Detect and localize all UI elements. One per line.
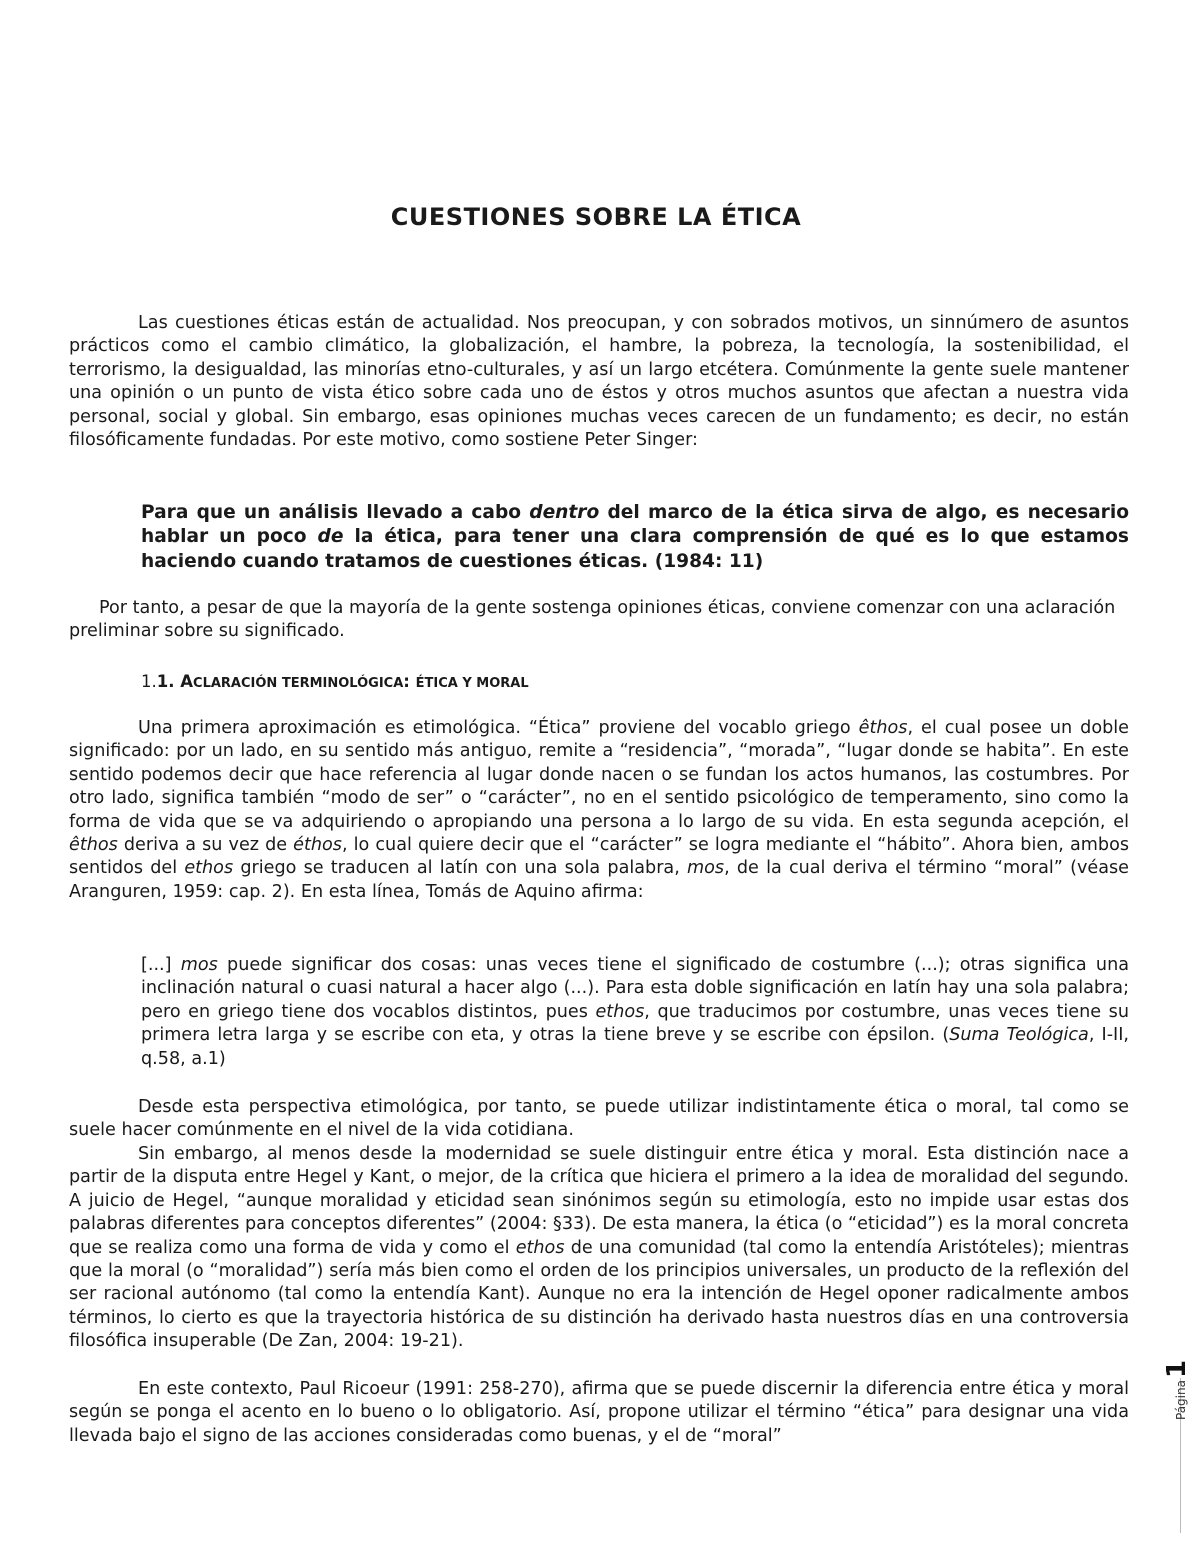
page-number-footer [1162,1330,1200,1420]
singer-quote-part: la ética, para tener una clara comprensión de qué es lo que estamos haciendo cuando tratamos de cuestiones éticas. (1984: 11) [141,526,1129,572]
aquino-quote-italic: ethos [595,1001,645,1022]
intro-paragraph [69,312,1129,452]
aquino-quote-part: , que traducimos por costumbre, unas veces tiene su primera letra larga y se escribe con eta, y otras la tiene breve y se escribe con épsilon. ( [141,1001,1129,1046]
body-text: de una comunidad (tal como la entendía Aristóteles); mientras que la moral (o “moralidad”) sería más bien como el orden de los principios universales, un producto de la reflexión del ser racional autónomo (tal como la entendía Kant). Aunque no era la intención de Hegel oponer radicalmente ambos términos, lo cierto es que la trayectoria histórica de su distinción ha derivado hasta nuestros días en una controversia filosófica insuperable (De Zan, 2004: 19-21). [69,1237,1129,1352]
section-heading-initial: A [180,672,194,691]
section-heading-text: TICA Y MORAL [424,676,529,691]
etymology-text: , lo cual quiere decir que el “carácter” se logra mediante el “hábito”. Ahora bien, ambos sentidos del [69,835,1129,879]
singer-quote [141,501,1129,574]
etymology-italic: êthos [858,718,908,738]
body-text: Desde esta perspectiva etimológica, por tanto, se puede utilizar indistintamente ética o moral, tal como se suele hacer comúnmente en el nivel de la vida cotidiana. [69,1097,1129,1141]
page-label: Página [1174,1380,1188,1420]
etymology-italic: éthos [293,835,342,856]
etymology-italic: mos [687,858,725,879]
aquino-quote-part: puede significar dos cosas: unas veces tiene el significado de costumbre (...); otras significa una inclinación natural o cuasi natural a hacer algo (...). Para esta doble significación en latín hay una sola palabra; pero en griego tiene dos vocablos distintos, pues [141,955,1129,1022]
transition-text: Por tanto, a pesar de que la mayoría de la gente sostenga opiniones éticas, conviene comenzar con una aclaración preliminar sobre su significado. [69,598,1116,642]
aquino-quote [141,954,1129,1071]
page-title: CUESTIONES SOBRE LA ÉTICA [390,203,802,231]
singer-quote-part: Para que un análisis llevado a cabo [141,502,530,523]
etymology-text: Una primera aproximación es etimológica. “Ética” proviene del vocablo griego [138,718,859,738]
page-number: 1 [1162,1359,1192,1379]
body-italic: ethos [515,1237,565,1258]
section-number: 1. [156,672,175,691]
section-heading-text: CLARACIÓN TERMINOLÓGICA [193,676,404,691]
etymology-italic: êthos [69,835,118,856]
body-paragraph-2 [69,1143,1129,1354]
section-heading [141,672,529,691]
body-text: Sin embargo, al menos desde la modernidad se suele distinguir entre ética y moral. Esta distinción nace a partir de la disputa entre Hegel y Kant, o mejor, de la crítica que hiciera el primero a la idea de moralidad del segundo. A juicio de Hegel, “aunque moralidad y eticidad sean sinónimos según su etimología, esto no impide usar estas dos palabras diferentes para conceptos diferentes” (2004: §33). De esta manera, la ética (o “eticidad”) es la moral concreta que se realiza como una forma de vida y como el [69,1144,1129,1258]
aquino-quote-part: [...] [141,955,181,975]
section-heading-colon: : [403,672,416,691]
singer-quote-part: del marco de la ética sirva de algo, es necesario hablar un poco [141,502,1129,548]
etymology-text: deriva a su vez de [117,835,294,856]
aquino-quote-italic: mos [180,955,218,975]
body-paragraph-3 [69,1378,1129,1448]
etymology-italic: ethos [184,858,234,879]
etymology-text: , el cual posee un doble significado: por un lado, en su sentido más antiguo, remite a “residencia”, “morada”, “lugar donde se habita”. En este sentido podemos decir que hace referencia al lugar donde nacen o se fundan los actos humanos, las costumbres. Por otro lado, significa también “modo de ser” o “carácter”, no en el sentido psicológico de temperamento, sino como la forma de vida que se va adquiriendo o apropiando una persona a lo largo de su vida. En esta segunda acepción, el [69,718,1129,832]
singer-quote-italic: dentro [529,502,600,523]
transition-paragraph [69,597,1129,644]
etymology-text: , de la cual deriva el término “moral” (véase Aranguren, 1959: cap. 2). En esta línea, Tomás de Aquino afirma: [69,858,1129,902]
body-paragraph-1 [69,1096,1129,1143]
body-text: En este contexto, Paul Ricoeur (1991: 258-270), afirma que se puede discernir la diferencia entre ética y moral según se ponga el acento en lo bueno o lo obligatorio. Así, propone utilizar el término “ética” para designar una vida llevada bajo el signo de las acciones consideradas como buenas, y el de “moral” [69,1379,1129,1446]
aquino-quote-part: , I-II, q.58, a.1) [141,1025,1130,1069]
etymology-text: griego se traducen al latín con una sola palabra, [233,858,688,879]
etymology-paragraph [69,717,1129,904]
aquino-quote-italic: Suma Teológica [949,1025,1089,1046]
section-heading-initial: É [415,676,425,691]
intro-text: Las cuestiones éticas están de actualidad. Nos preocupan, y con sobrados motivos, un sinnúmero de asuntos prácticos como el cambio climático, la globalización, el hambre, la pobreza, la tecnología, la sostenibilidad, el terrorismo, la desigualdad, las minorías etno-culturales, y así un largo etcétera. Comúnmente la gente suele mantener una opinión o un punto de vista ético sobre cada uno de éstos y otros muchos asuntos que afectan a nuestra vida personal, social y global. Sin embargo, esas opiniones muchas veces carecen de un fundamento; es decir, no están filosóficamente fundadas. Por este motivo, como sostiene Peter Singer: [69,313,1129,451]
singer-quote-italic: de [317,526,344,548]
section-number: 1. [141,672,157,691]
